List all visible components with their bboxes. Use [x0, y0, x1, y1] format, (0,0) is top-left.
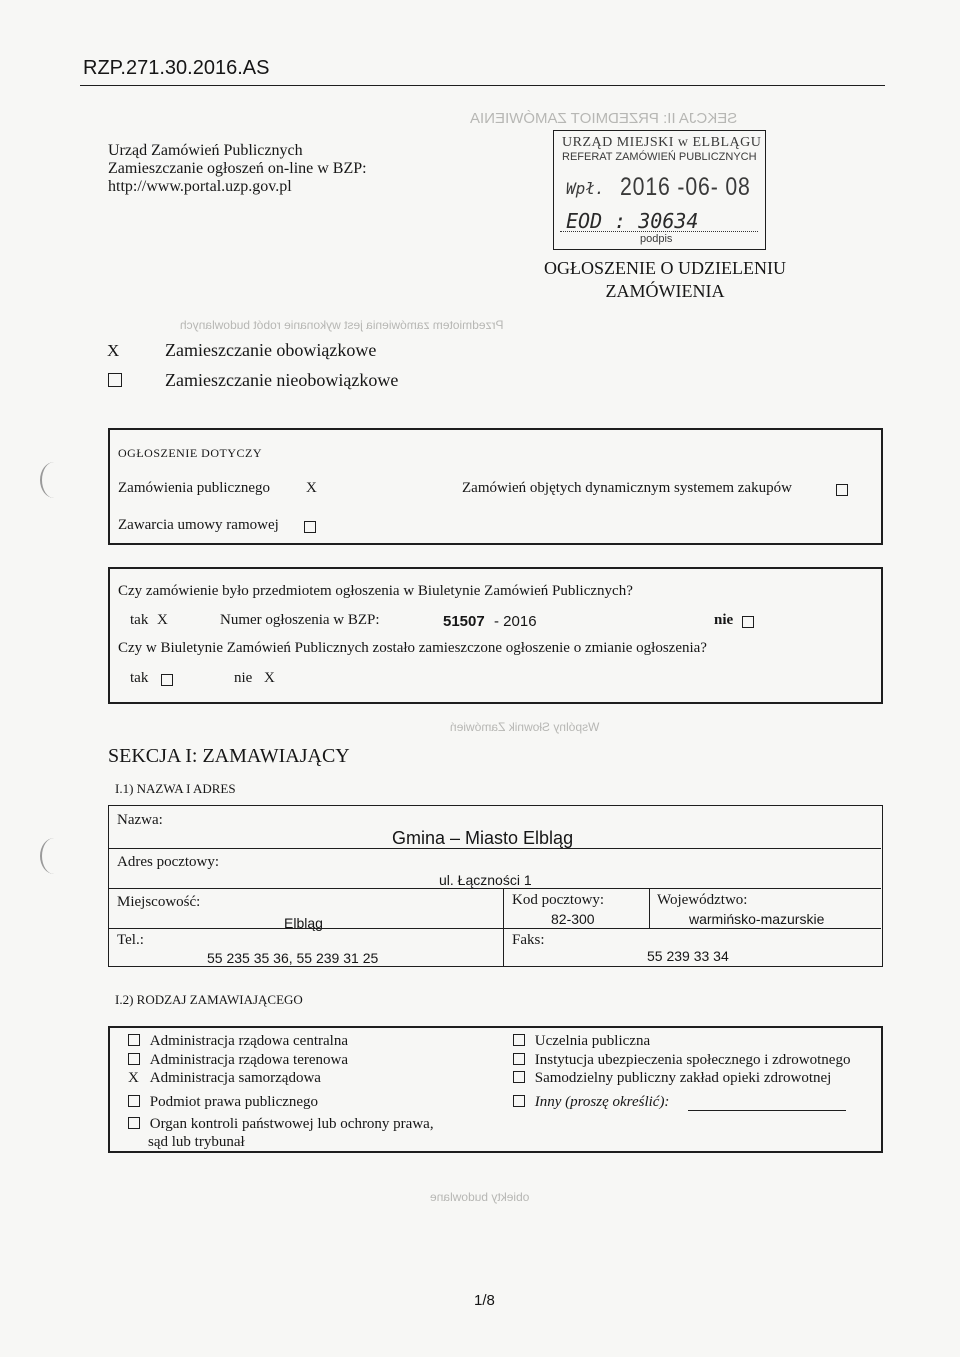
- name-value: Gmina – Miasto Elbląg: [392, 828, 574, 848]
- postcode-value: 82-300: [551, 911, 595, 927]
- city-label: Miejscowość:: [117, 894, 201, 910]
- table-divider: [109, 888, 881, 889]
- optional-label: Zamieszczanie nieobowiązkowe: [165, 370, 399, 390]
- punch-hole-mark: [40, 462, 68, 498]
- voivodeship-label: Województwo:: [657, 892, 748, 908]
- page-number: 1/8: [474, 1292, 495, 1309]
- type-option-regional[interactable]: [128, 1052, 348, 1069]
- mandatory-label: Zamieszczanie obowiązkowe: [165, 340, 377, 360]
- punch-hole-mark: [40, 838, 68, 874]
- address-label: Adres pocztowy:: [117, 854, 220, 870]
- authority-type-box: [108, 1026, 883, 1153]
- section-1-title: SEKCJA I: ZAMAWIAJĄCY: [108, 745, 350, 767]
- stamp-office: URZĄD MIEJSKI w ELBLĄGU: [562, 135, 762, 150]
- type-option-healthcare[interactable]: [513, 1070, 831, 1087]
- bleed-through-text: Wspólny Słownik Zamówień: [450, 720, 600, 734]
- contracting-authority-table: [108, 805, 883, 967]
- type-checkbox[interactable]: [513, 1095, 525, 1107]
- type-checkbox[interactable]: [128, 1095, 140, 1107]
- fax-label: Faks:: [512, 932, 545, 948]
- type-checkbox[interactable]: [128, 1034, 140, 1046]
- uzp-url[interactable]: http://www.portal.uzp.gov.pl: [108, 178, 292, 195]
- table-divider: [109, 928, 881, 929]
- name-label: Nazwa:: [117, 812, 163, 828]
- type-label: Inny (proszę określić):: [534, 1094, 670, 1110]
- stamp-signature-label: podpis: [640, 233, 673, 245]
- tel-label: Tel.:: [117, 932, 144, 948]
- bleed-through-text: Przedmiotem zamówienia jest wykonanie robót budowlanych: [180, 318, 504, 332]
- bzp-no-label: nie: [714, 612, 734, 628]
- type-label: Administracja rządowa centralna: [149, 1033, 348, 1049]
- table-divider: [503, 888, 504, 966]
- city-value: Elbląg: [284, 915, 323, 931]
- type-option-insurance[interactable]: [513, 1052, 850, 1069]
- dps-label: Zamówień objętych dynamicznym systemem zakupów: [462, 480, 792, 496]
- postcode-label: Kod pocztowy:: [512, 892, 605, 908]
- bzp-number-year: - 2016: [494, 613, 537, 630]
- type-checkbox[interactable]: [128, 1053, 140, 1065]
- type-label: Organ kontroli państwowej lub ochrony prawa,: [149, 1116, 434, 1132]
- bzp-question-2: Czy w Biuletynie Zamówień Publicznych zostało zamieszczone ogłoszenie o zmianie ogłoszenia?: [118, 640, 707, 656]
- type-label: Podmiot prawa publicznego: [149, 1094, 319, 1110]
- bzp-yes-mark[interactable]: X: [157, 612, 168, 628]
- bzp-q2-yes-label: tak: [130, 670, 149, 686]
- stamp-department: REFERAT ZAMÓWIEŃ PUBLICZNYCH: [562, 151, 757, 163]
- bleed-through-text: obiekty budowlane: [430, 1190, 530, 1204]
- bzp-no-checkbox[interactable]: [742, 614, 754, 632]
- stamp-eod-number: EOD : 30634: [566, 209, 699, 233]
- type-checkbox[interactable]: [128, 1117, 140, 1129]
- mandatory-mark[interactable]: X: [107, 341, 120, 360]
- optional-checkbox[interactable]: [108, 373, 122, 391]
- framework-label: Zawarcia umowy ramowej: [118, 517, 279, 533]
- type-label-continuation: sąd lub trybunał: [148, 1134, 245, 1150]
- type-checkbox[interactable]: [513, 1053, 525, 1065]
- uzp-service: Zamieszczanie ogłoszeń on-line w BZP:: [108, 160, 367, 177]
- public-order-mark[interactable]: X: [306, 480, 317, 496]
- concerns-header: OGŁOSZENIE DOTYCZY: [118, 446, 262, 460]
- document-reference: RZP.271.30.2016.AS: [83, 57, 270, 79]
- address-value: ul. Łączności 1: [439, 872, 532, 888]
- table-divider: [649, 888, 650, 928]
- other-type-input-line[interactable]: [688, 1110, 846, 1111]
- bzp-yes-label: tak: [130, 612, 149, 628]
- bzp-number-value: 51507: [443, 613, 485, 630]
- type-option-local-government[interactable]: [128, 1070, 321, 1087]
- stamp-signature-line: [560, 231, 758, 232]
- table-divider: [109, 848, 881, 849]
- tel-value: 55 235 35 36, 55 239 31 25: [207, 950, 379, 966]
- type-checkbox[interactable]: [513, 1034, 525, 1046]
- bzp-number-label: Numer ogłoszenia w BZP:: [220, 612, 380, 628]
- notice-title-line1: OGŁOSZENIE O UDZIELENIU: [544, 258, 786, 278]
- header-rule: [80, 85, 885, 86]
- type-option-state-control[interactable]: [128, 1116, 434, 1133]
- bzp-q2-no-label: nie: [234, 670, 253, 686]
- type-option-central[interactable]: [128, 1033, 348, 1050]
- bzp-box: [108, 567, 883, 704]
- bzp-q2-yes-checkbox[interactable]: [161, 672, 173, 690]
- type-option-other[interactable]: [513, 1094, 669, 1111]
- bzp-question-1: Czy zamówienie było przedmiotem ogłoszenia w Biuletynie Zamówień Publicznych?: [118, 583, 633, 599]
- notice-title-line2: ZAMÓWIENIA: [605, 281, 725, 301]
- type-mark[interactable]: X: [128, 1070, 139, 1086]
- type-checkbox[interactable]: [513, 1071, 525, 1083]
- stamp-date: 2016 -06- 08: [620, 173, 751, 201]
- voivodeship-value: warmińsko-mazurskie: [689, 911, 825, 927]
- fax-value: 55 239 33 34: [647, 948, 729, 964]
- public-order-label: Zamówienia publicznego: [118, 480, 271, 496]
- section-1-1-heading: I.1) NAZWA I ADRES: [115, 781, 236, 796]
- uzp-name: Urząd Zamówień Publicznych: [108, 142, 303, 159]
- type-label: Administracja rządowa terenowa: [149, 1052, 348, 1068]
- type-label: Samodzielny publiczny zakład opieki zdrowotnej: [534, 1070, 832, 1086]
- dps-checkbox[interactable]: [836, 482, 848, 500]
- type-label: Administracja samorządowa: [149, 1070, 321, 1086]
- notice-title: [500, 257, 830, 303]
- bzp-q2-no-mark[interactable]: X: [264, 670, 275, 686]
- type-label: Uczelnia publiczna: [534, 1033, 651, 1049]
- type-option-public-law[interactable]: [128, 1094, 318, 1111]
- section-1-2-heading: I.2) RODZAJ ZAMAWIAJĄCEGO: [115, 992, 303, 1007]
- bleed-through-text: SEKCJA II: PRZEDMIOT ZAMÓWIENIA: [470, 110, 738, 127]
- notice-concerns-box: [108, 428, 883, 545]
- type-label: Instytucja ubezpieczenia społecznego i zdrowotnego: [534, 1052, 851, 1068]
- stamp-date-prefix: Wpł.: [566, 179, 605, 198]
- framework-checkbox[interactable]: [304, 519, 316, 537]
- type-option-university[interactable]: [513, 1033, 650, 1050]
- registration-stamp: [553, 130, 766, 250]
